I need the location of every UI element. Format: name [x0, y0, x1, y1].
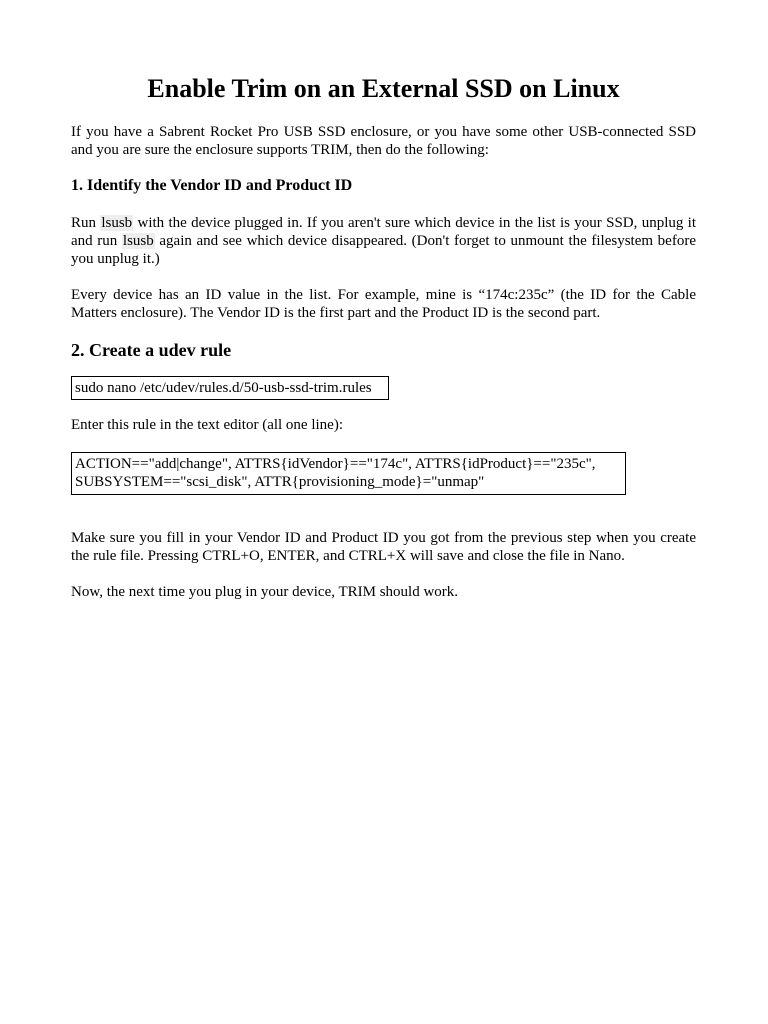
lsusb-code: lsusb: [101, 215, 133, 231]
closing-paragraph: Now, the next time you plug in your device, TRIM should work.: [71, 584, 459, 600]
step2-heading: 2. Create a udev rule: [71, 340, 232, 360]
lsusb-text-3: again and see which device disappeared. (Don't forget to unmount the filesystem before you unplug it.): [71, 233, 696, 267]
page-title: Enable Trim on an External SSD on Linux: [147, 74, 620, 103]
lsusb-text-1: Run: [71, 215, 101, 231]
command-code-box: sudo nano /etc/udev/rules.d/50-usb-ssd-trim.rules: [71, 376, 389, 400]
udev-rule-line-2: SUBSYSTEM=="scsi_disk", ATTR{provisioning_mode}="unmap": [75, 474, 485, 490]
outro-paragraph: Make sure you fill in your Vendor ID and Product ID you got from the previous step when you create the rule file. Pressing CTRL+O, ENTER, and CTRL+X will save and close the file in Nano.: [71, 530, 696, 564]
intro-paragraph: If you have a Sabrent Rocket Pro USB SSD enclosure, or you have some other USB-connected SSD and you are sure the enclosure supports TRIM, then do the following:: [71, 124, 696, 158]
udev-rule-code-box: [71, 452, 626, 495]
lsusb-text-2: with the device plugged in. If you aren't sure which device in the list is your SSD, unplug it and run: [71, 215, 697, 249]
rule-instruction: Enter this rule in the text editor (all one line):: [71, 417, 343, 433]
device-id-paragraph: Every device has an ID value in the list. For example, mine is “174c:235c” (the ID for the Cable Matters enclosure). The Vendor ID is the first part and the Product ID is the second part.: [71, 287, 696, 321]
step1-heading: 1. Identify the Vendor ID and Product ID: [71, 177, 353, 194]
udev-rule-line-1: ACTION=="add|change", ATTRS{idVendor}=="174c", ATTRS{idProduct}=="235c",: [75, 456, 596, 472]
article: [71, 0, 696, 601]
lsusb-code: lsusb: [122, 233, 154, 249]
lsusb-paragraph: [71, 214, 696, 268]
